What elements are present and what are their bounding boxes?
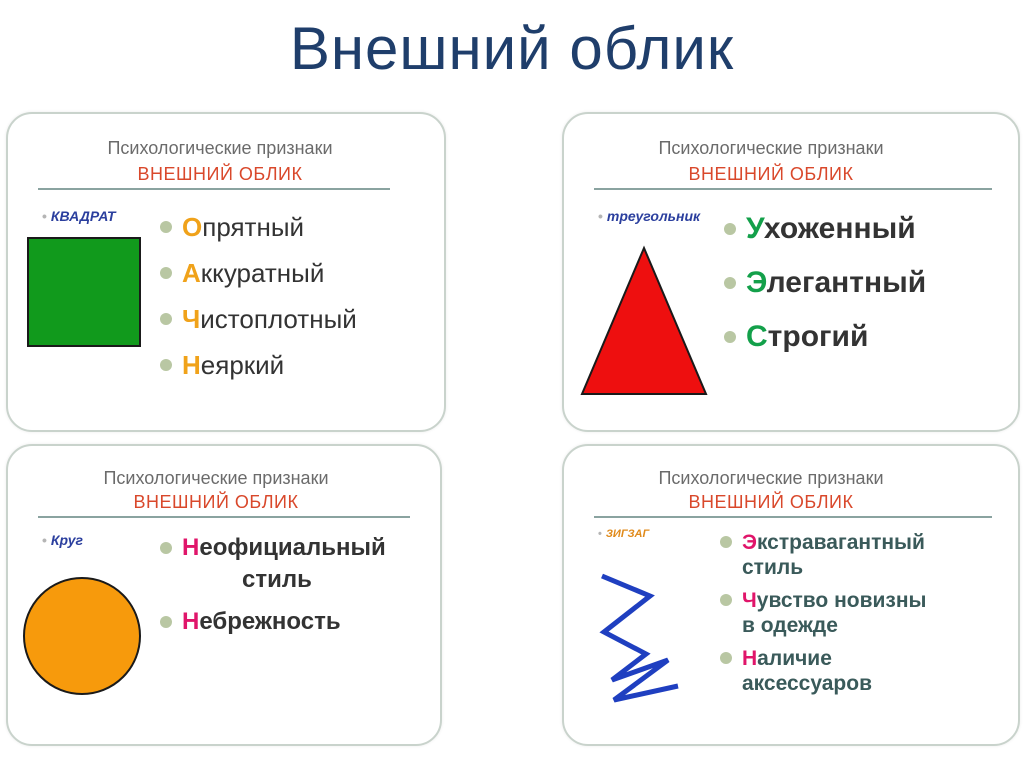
item-initial: Э bbox=[742, 531, 757, 554]
item-text: прятный bbox=[202, 212, 305, 242]
item-text-line2: стиль bbox=[742, 556, 804, 579]
shape-label-text: Круг bbox=[50, 532, 83, 548]
item-text-line2: стиль bbox=[242, 566, 312, 593]
card-zigzag bbox=[562, 444, 1020, 746]
card-header: Психологические признаки bbox=[658, 138, 884, 158]
item-text: хоженный bbox=[763, 212, 916, 245]
bullet-icon bbox=[720, 652, 732, 664]
shape-label-text: треугольник bbox=[606, 208, 701, 224]
list-item bbox=[724, 256, 926, 310]
item-text-line2: в одежде bbox=[742, 614, 838, 637]
list-item bbox=[160, 342, 357, 388]
item-text-line2: аксессуаров bbox=[742, 672, 872, 695]
item-initial: Н bbox=[742, 647, 758, 670]
bullet-dot: • bbox=[598, 208, 603, 224]
bullet-icon bbox=[160, 359, 172, 371]
list-item bbox=[160, 606, 386, 638]
item-initial: У bbox=[746, 212, 764, 245]
divider bbox=[594, 188, 992, 190]
card-triangle bbox=[562, 112, 1020, 432]
item-initial: Ч bbox=[742, 589, 757, 612]
bullet-dot: • bbox=[42, 532, 47, 548]
shape-label bbox=[42, 532, 83, 548]
square-icon bbox=[28, 238, 140, 346]
shape-label-text: ЗИГЗАГ bbox=[605, 528, 650, 540]
item-initial: О bbox=[182, 212, 203, 242]
shape-label bbox=[42, 208, 116, 224]
card-subheader: ВНЕШНИЙ ОБЛИК bbox=[688, 164, 854, 184]
item-initial: Н bbox=[182, 534, 200, 561]
trait-list bbox=[724, 202, 926, 364]
list-item bbox=[720, 646, 926, 696]
card-square bbox=[6, 112, 446, 432]
card-circle bbox=[6, 444, 442, 746]
item-initial: А bbox=[182, 258, 201, 288]
list-item bbox=[724, 310, 926, 364]
bullet-icon bbox=[724, 223, 736, 235]
card-header: Психологические признаки bbox=[658, 468, 884, 488]
card-subheader: ВНЕШНИЙ ОБЛИК bbox=[133, 492, 299, 512]
circle-icon bbox=[24, 578, 140, 694]
shape-label-text: КВАДРАТ bbox=[50, 208, 116, 224]
card-header: Психологические признаки bbox=[103, 468, 329, 488]
item-text: еофициальный bbox=[199, 534, 386, 561]
card-header: Психологические признаки bbox=[107, 138, 333, 158]
item-initial: С bbox=[746, 320, 768, 353]
item-text: еяркий bbox=[200, 350, 285, 380]
item-initial: Ч bbox=[182, 304, 201, 334]
list-item bbox=[724, 202, 926, 256]
bullet-icon bbox=[160, 616, 172, 628]
bullet-icon bbox=[720, 536, 732, 548]
bullet-icon bbox=[160, 542, 172, 554]
divider bbox=[38, 516, 410, 518]
list-item bbox=[160, 204, 357, 250]
list-item bbox=[720, 588, 926, 638]
shape-label bbox=[598, 528, 649, 540]
triangle-icon bbox=[582, 248, 706, 394]
item-text: ебрежность bbox=[199, 608, 341, 635]
bullet-dot: • bbox=[598, 528, 602, 540]
divider bbox=[594, 516, 992, 518]
item-text: аличие bbox=[757, 647, 832, 670]
bullet-icon bbox=[160, 221, 172, 233]
shape-label bbox=[598, 208, 700, 224]
circle-shape bbox=[20, 574, 144, 698]
trait-list bbox=[720, 530, 926, 696]
item-text: истоплотный bbox=[200, 304, 357, 334]
zigzag-shape bbox=[594, 566, 684, 712]
bullet-icon bbox=[160, 313, 172, 325]
item-initial: Э bbox=[746, 266, 767, 299]
divider bbox=[38, 188, 390, 190]
card-subheader: ВНЕШНИЙ ОБЛИК bbox=[688, 492, 854, 512]
item-initial: Н bbox=[182, 608, 200, 635]
zigzag-icon bbox=[602, 576, 678, 700]
bullet-icon bbox=[720, 594, 732, 606]
list-item bbox=[720, 530, 926, 580]
item-initial: Н bbox=[182, 350, 201, 380]
bullet-icon bbox=[724, 331, 736, 343]
card-subheader: ВНЕШНИЙ ОБЛИК bbox=[137, 164, 303, 184]
trait-list bbox=[160, 532, 386, 638]
item-text: кстравагантный bbox=[756, 531, 925, 554]
item-text: легантный bbox=[766, 266, 927, 299]
list-item bbox=[160, 296, 357, 342]
item-text: увство новизны bbox=[756, 589, 927, 612]
item-text: ккуратный bbox=[200, 258, 325, 288]
bullet-dot: • bbox=[42, 208, 47, 224]
trait-list bbox=[160, 204, 357, 388]
item-text: трогий bbox=[767, 320, 869, 353]
page-title: Внешний облик bbox=[289, 15, 735, 82]
square-shape bbox=[26, 236, 142, 348]
bullet-icon bbox=[160, 267, 172, 279]
list-item bbox=[160, 532, 386, 596]
triangle-shape bbox=[578, 244, 710, 398]
list-item bbox=[160, 250, 357, 296]
bullet-icon bbox=[724, 277, 736, 289]
